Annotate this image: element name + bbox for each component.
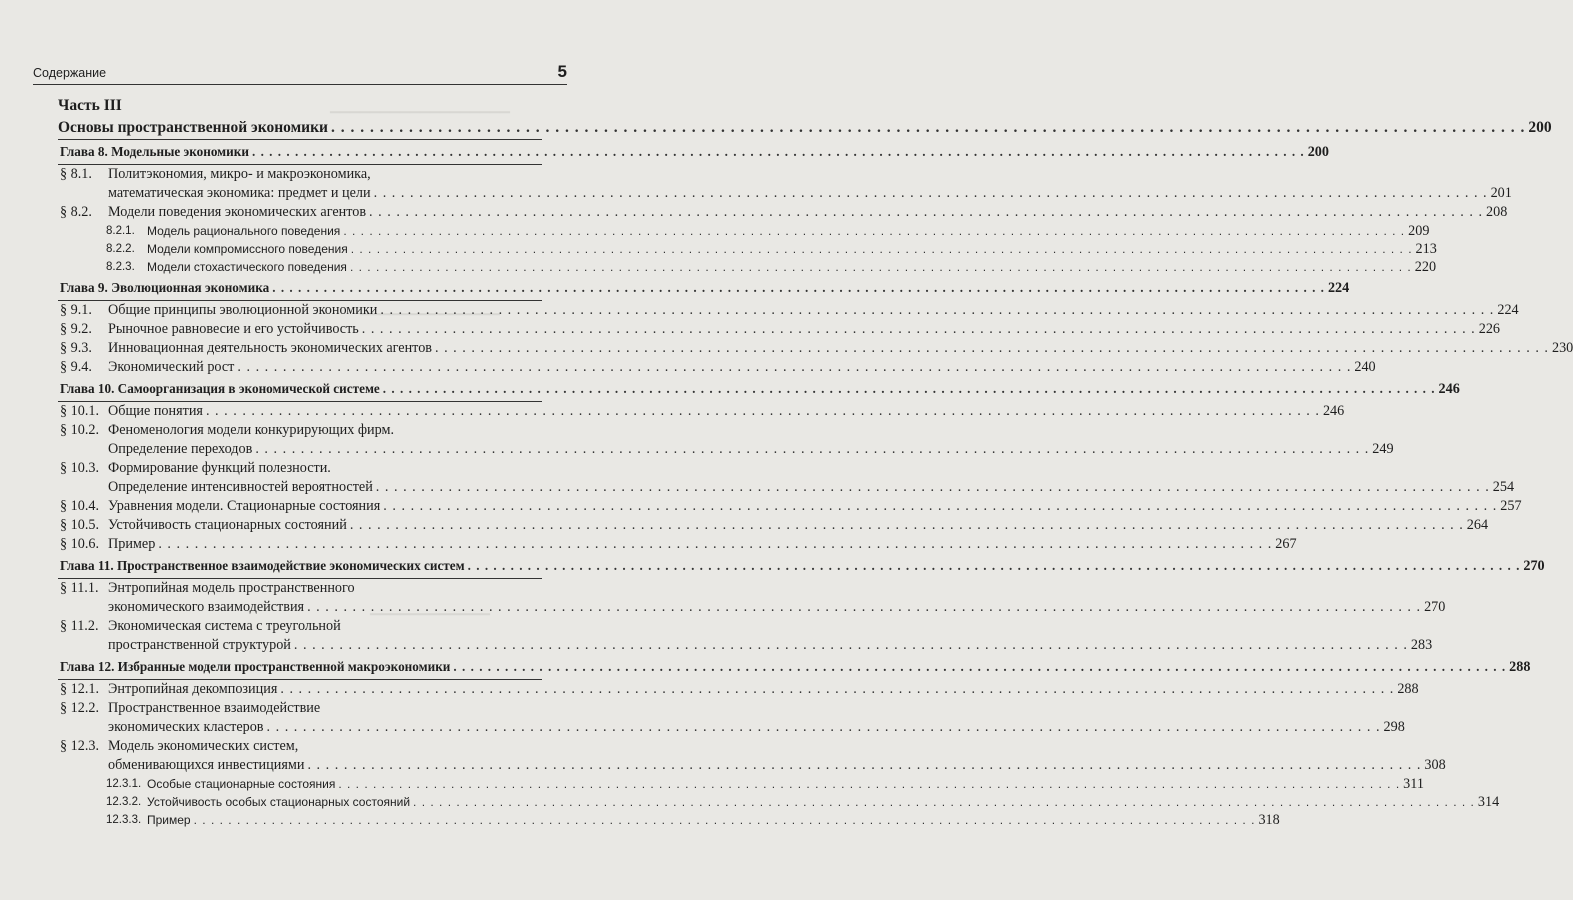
subsection-body (147, 258, 1437, 276)
part-title-entry[interactable] (58, 117, 1552, 140)
entry-title: Модели компромиссного поведения (147, 242, 348, 256)
section-number: § 10.5. (60, 517, 100, 533)
section-body (108, 165, 1512, 203)
section-number: § 9.4. (60, 359, 92, 375)
dot-leader (294, 636, 1408, 655)
dot-leader (383, 377, 1436, 401)
section-title-line[interactable] (108, 440, 1394, 459)
subsection-body (147, 793, 1500, 811)
section-title-line: Формирование функций полезности. (108, 460, 331, 476)
entry-page: 224 (1327, 280, 1350, 296)
chapter-title-line[interactable] (60, 276, 1350, 300)
subsection-entry[interactable] (58, 775, 1424, 793)
subsection-entry[interactable] (58, 258, 1437, 276)
section-title-line[interactable] (108, 358, 1376, 377)
section-title-line[interactable] (108, 756, 1446, 775)
dot-leader (380, 301, 1494, 320)
subsection-title-line[interactable] (147, 811, 1280, 829)
section-entry[interactable] (58, 203, 1508, 222)
dot-leader (362, 320, 1476, 339)
entry-page: 308 (1424, 757, 1446, 773)
dot-leader (468, 554, 1521, 578)
running-head-section: Содержание (33, 66, 107, 80)
section-body (108, 339, 1573, 358)
section-number: § 10.3. (60, 460, 100, 476)
section-title-line[interactable] (108, 598, 1446, 617)
section-number: § 12.3. (60, 738, 100, 754)
section-entry[interactable] (58, 579, 1446, 617)
entry-title: Глава 8. Модельные экономики (60, 144, 249, 159)
section-entry[interactable] (58, 459, 1515, 497)
section-title-line[interactable] (108, 478, 1515, 497)
chapter-entry[interactable] (58, 655, 1531, 680)
entry-page: 220 (1414, 259, 1437, 275)
subsection-body (147, 811, 1280, 829)
entry-title: Рыночное равновесие и его устойчивость (108, 321, 359, 337)
section-title-line: Экономическая система с треугольной (108, 618, 341, 634)
dot-leader (338, 775, 1400, 793)
table-of-contents (58, 95, 1573, 829)
section-entry[interactable] (58, 301, 1519, 320)
dot-leader (237, 358, 1351, 377)
section-entry[interactable] (58, 320, 1500, 339)
section-title-line[interactable] (108, 301, 1519, 320)
dot-leader (376, 478, 1490, 497)
section-number: § 10.1. (60, 403, 100, 419)
section-entry[interactable] (58, 680, 1419, 699)
dot-leader (351, 240, 1413, 258)
dot-leader (267, 718, 1381, 737)
section-entry[interactable] (58, 497, 1522, 516)
show-through-texture: ▁▁▁▁▁▁▁▁▁▁▁▁▁▁▁▁▁▁ (330, 98, 510, 113)
entry-page: 230 (1551, 340, 1573, 356)
section-title-line[interactable] (108, 203, 1508, 222)
entry-title: Пример (147, 813, 191, 827)
section-title-line[interactable] (108, 516, 1489, 535)
section-title-line[interactable] (108, 320, 1500, 339)
chapter-title-line[interactable] (60, 377, 1460, 401)
section-title-line: Политэкономия, микро- и макроэкономика, (108, 166, 371, 182)
entry-page: 314 (1477, 794, 1500, 810)
subsection-entry[interactable] (58, 793, 1500, 811)
chapter-title-line[interactable] (60, 655, 1531, 679)
subsection-title-line[interactable] (147, 240, 1437, 258)
subsection-number: 12.3.2. (106, 796, 142, 808)
subsection-entry[interactable] (58, 222, 1430, 240)
dot-leader (280, 680, 1394, 699)
entry-page: 288 (1397, 681, 1419, 697)
section-title-line: Модель экономических систем, (108, 738, 299, 754)
section-entry[interactable] (58, 402, 1345, 421)
section-title-line[interactable] (108, 184, 1512, 203)
entry-title: Глава 9. Эволюционная экономика (60, 280, 270, 295)
section-body (108, 497, 1522, 516)
subsection-number: 8.2.3. (106, 261, 135, 273)
running-head (33, 62, 567, 85)
subsection-body (147, 775, 1424, 793)
entry-page: 209 (1408, 223, 1430, 239)
chapter-entry[interactable] (58, 377, 1460, 402)
entry-page: 288 (1509, 659, 1531, 675)
entry-title: Глава 11. Пространственное взаимодействие экономических систем (60, 558, 465, 573)
section-title-line[interactable] (108, 636, 1433, 655)
dot-leader (252, 140, 1305, 164)
dot-leader (350, 258, 1412, 276)
entry-page: 208 (1486, 204, 1508, 220)
dot-leader (331, 117, 1525, 139)
entry-page: 267 (1275, 536, 1297, 552)
section-body (108, 402, 1345, 421)
subsection-body (147, 222, 1430, 240)
section-entry[interactable] (58, 358, 1376, 377)
section-body (108, 421, 1394, 459)
entry-title: Общие понятия (108, 403, 203, 419)
page-number: 5 (557, 62, 567, 81)
section-title-line: Энтропийная модель пространственного (108, 580, 355, 596)
entry-title: Модель рационального поведения (147, 224, 341, 238)
chapter-title-line[interactable] (60, 554, 1545, 578)
entry-page: 270 (1523, 558, 1545, 574)
section-title-line[interactable] (108, 535, 1297, 554)
entry-title: Определение переходов (108, 441, 253, 457)
dot-leader (435, 339, 1549, 358)
dot-leader (343, 222, 1405, 240)
entry-page: 246 (1438, 381, 1460, 397)
entry-title: Устойчивость особых стационарных состояний (147, 795, 411, 809)
section-number: § 9.2. (60, 321, 92, 337)
section-number: § 10.2. (60, 422, 100, 438)
entry-page: 201 (1490, 185, 1512, 201)
section-number: § 11.1. (60, 580, 99, 596)
section-number: § 12.2. (60, 700, 100, 716)
section-body (108, 699, 1405, 737)
section-entry[interactable] (58, 516, 1489, 535)
entry-title: Определение интенсивностей вероятностей (108, 479, 373, 495)
entry-title: Энтропийная декомпозиция (108, 681, 278, 697)
section-body (108, 516, 1489, 535)
section-title-line[interactable] (108, 718, 1405, 737)
entry-title: Глава 12. Избранные модели пространственной макроэкономики (60, 659, 451, 674)
section-number: § 9.1. (60, 302, 92, 318)
entry-page: 318 (1258, 812, 1280, 828)
dot-leader (369, 203, 1483, 222)
dot-leader (255, 440, 1369, 459)
chapter-entry[interactable] (58, 140, 1329, 165)
section-body (108, 579, 1446, 617)
section-number: § 10.6. (60, 536, 100, 552)
section-title-line: Пространственное взаимодействие (108, 700, 321, 716)
section-title-line[interactable] (108, 680, 1419, 699)
entry-page: 246 (1322, 403, 1345, 419)
subsection-number: 8.2.2. (106, 243, 135, 255)
part-title: Основы пространственной экономики (58, 119, 328, 136)
entry-title: Инновационная деятельность экономических агентов (108, 340, 432, 356)
entry-page: 224 (1497, 302, 1519, 318)
section-entry[interactable] (58, 165, 1512, 203)
chapter-entry[interactable] (58, 276, 1350, 301)
dot-leader (194, 811, 1256, 829)
section-entry[interactable] (58, 421, 1394, 459)
subsection-number: 12.3.3. (106, 814, 142, 826)
entry-page: 200 (1307, 144, 1329, 160)
subsection-title-line[interactable] (147, 793, 1500, 811)
section-number: § 9.3. (60, 340, 92, 356)
section-title-line: Феноменология модели конкурирующих фирм. (108, 422, 395, 438)
dot-leader (383, 497, 1497, 516)
section-title-line[interactable] (108, 402, 1345, 421)
section-body (108, 320, 1500, 339)
section-body (108, 203, 1508, 222)
entry-page: 311 (1403, 776, 1424, 792)
entry-page: 264 (1466, 517, 1489, 533)
entry-page: 298 (1383, 719, 1405, 735)
section-title-line[interactable] (108, 497, 1522, 516)
entry-title: Экономический рост (108, 359, 235, 375)
dot-leader (453, 655, 1506, 679)
subsection-body (147, 240, 1437, 258)
entry-title: экономических кластеров (108, 719, 264, 735)
dot-leader (272, 276, 1325, 300)
section-number: § 10.4. (60, 498, 100, 514)
section-title-line[interactable] (108, 339, 1573, 358)
chapter-entry[interactable] (58, 554, 1545, 579)
dot-leader (158, 535, 1272, 554)
section-number: § 8.2. (60, 204, 92, 220)
entry-title: пространственной структурой (108, 637, 291, 653)
section-body (108, 737, 1446, 775)
entry-title: Устойчивость стационарных состояний (108, 517, 347, 533)
chapter-list (58, 140, 1573, 829)
entry-title: экономического взаимодействия (108, 599, 305, 615)
subsection-title-line[interactable] (147, 222, 1430, 240)
dot-leader (374, 184, 1488, 203)
entry-page: 254 (1492, 479, 1515, 495)
entry-title: Особые стационарные состояния (147, 777, 336, 791)
section-entry[interactable] (58, 617, 1433, 655)
section-entry[interactable] (58, 699, 1405, 737)
entry-title: обменивающихся инвестициями (108, 757, 305, 773)
entry-page: 226 (1478, 321, 1500, 337)
section-entry[interactable] (58, 535, 1297, 554)
section-entry[interactable] (58, 339, 1573, 358)
section-body (108, 617, 1433, 655)
dot-leader (307, 756, 1421, 775)
entry-page: 257 (1500, 498, 1522, 514)
entry-page: 213 (1415, 241, 1437, 257)
section-number: § 12.1. (60, 681, 100, 697)
section-body (108, 301, 1519, 320)
section-number: § 8.1. (60, 166, 92, 182)
entry-title: Глава 10. Самоорганизация в экономической системе (60, 381, 380, 396)
section-body (108, 680, 1419, 699)
section-number: § 11.2. (60, 618, 99, 634)
show-through-texture: ▁▁▁▁▁▁▁▁▁▁▁▁▁▁ (360, 300, 500, 315)
section-body (108, 358, 1376, 377)
entry-page: 270 (1424, 599, 1446, 615)
entry-title: Уравнения модели. Стационарные состояния (108, 498, 381, 514)
dot-leader (413, 793, 1475, 811)
chapter-title-line[interactable] (60, 140, 1329, 164)
section-body (108, 459, 1515, 497)
entry-page: 240 (1354, 359, 1376, 375)
subsection-title-line[interactable] (147, 775, 1424, 793)
entry-title: Модели поведения экономических агентов (108, 204, 367, 220)
part-page: 200 (1528, 119, 1552, 136)
dot-leader (206, 402, 1320, 421)
entry-page: 249 (1372, 441, 1394, 457)
dot-leader (307, 598, 1421, 617)
subsection-number: 8.2.1. (106, 225, 135, 237)
subsection-title-line[interactable] (147, 258, 1437, 276)
dot-leader (350, 516, 1464, 535)
section-body (108, 535, 1297, 554)
section-entry[interactable] (58, 737, 1446, 775)
entry-title: математическая экономика: предмет и цели (108, 185, 371, 201)
subsection-number: 12.3.1. (106, 778, 142, 790)
entry-title: Модели стохастического поведения (147, 260, 347, 274)
part-label: Часть III (58, 97, 122, 114)
subsection-entry[interactable] (58, 240, 1437, 258)
subsection-entry[interactable] (58, 811, 1280, 829)
entry-title: Общие принципы эволюционной экономики (108, 302, 378, 318)
entry-page: 283 (1410, 637, 1433, 653)
show-through-texture: ▁▁▁▁▁▁▁▁▁▁▁▁ (370, 600, 490, 615)
entry-title: Пример (108, 536, 156, 552)
